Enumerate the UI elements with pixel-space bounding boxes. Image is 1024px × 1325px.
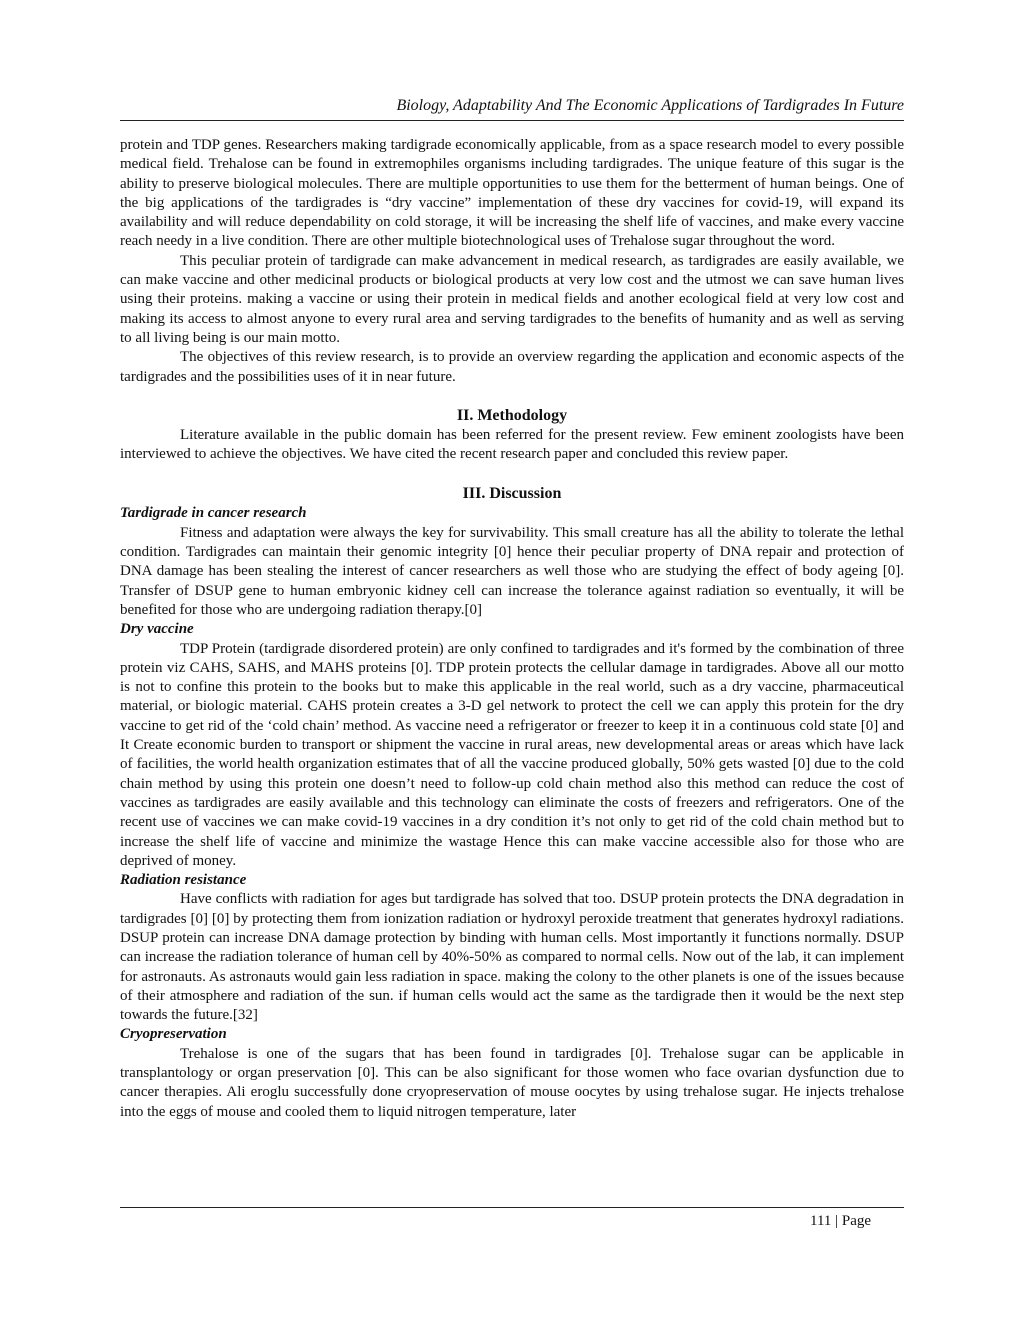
cancer-research-subheading: Tardigrade in cancer research (120, 505, 307, 522)
cryopreservation-subheading: Cryopreservation (120, 1026, 227, 1043)
page-number: 111 | Page (810, 1213, 872, 1229)
cryopreservation-paragraph: Trehalose is one of the sugars that has been found in tardigrades [0]. Trehalose sugar can be applicable in transplantology or organ preservation [0]. This can be also significant for those women who face ovarian dysfunction due to cancer therapies. Ali eroglu successfully done cryopreservation of mouse oocytes by using trehalose sugar. He injects trehalose into the eggs of mouse and cooled them to liquid nitrogen temperature, later (120, 1045, 904, 1120)
running-header: Biology, Adaptability And The Economic Applications of Tardigrades In Future (396, 97, 904, 114)
methodology-paragraph: Literature available in the public domain has been referred for the present review. Few eminent zoologists have been interviewed to achieve the objectives. We have cited the recent research paper and concluded this review paper. (120, 426, 904, 463)
intro-paragraph-1: protein and TDP genes. Researchers making tardigrade economically applicable, from as a space research model to every possible medical field. Trehalose can be found in extremophiles organisms including tardigrades. The unique feature of this sugar is the ability to preserve biological molecules. There are multiple opportunities to use them for the betterment of human beings. One of the big applications of the tardigrades is “dry vaccine” implementation of these dry vaccines for covid-19, will expand its availability and will reduce dependability on cold storage, it will be increasing the shelf life of vaccines, and make every vaccine reach needy in a live condition. There are other multiple biotechnological uses of Trehalose sugar throughout the word. (120, 137, 904, 250)
body-text (120, 136, 904, 1122)
footer-rule (120, 1207, 904, 1208)
header-rule (120, 120, 904, 121)
methodology-heading: II. Methodology (456, 406, 568, 424)
intro-paragraph-2: This peculiar protein of tardigrade can make advancement in medical research, as tardigrades are easily available, we can make vaccine and other medicinal products or biological products at very low cost and the utmost we can save human lives using their proteins. making a vaccine or using their protein in medical fields and another ecological field at very low cost and making its access to almost anyone to every rural area and serving tardigrades to the benefits of humanity and as well as serving to all living being is our main motto. (120, 252, 904, 346)
radiation-resistance-paragraph: Have conflicts with radiation for ages but tardigrade has solved that too. DSUP protein protects the DNA degradation in tardigrades [0] [0] by protecting them from ionization radiation or hydroxyl peroxide treatment that generates hydroxyl radiations. DSUP protein can increase DNA damage protection by binding with human cells. Most importantly it functions normally. DSUP can increase the radiation tolerance of human cell by 40%-50% as compared to normal cells. Now out of the lab, it can implement for astronauts. As astronauts would gain less radiation in space. making the colony to the other planets is one of the issues because of their atmosphere and radiation of the sun. if human cells would act the same as the tardigrade then it would be the next step towards the future.[32] (120, 891, 904, 1024)
dry-vaccine-subheading: Dry vaccine (120, 621, 194, 638)
intro-paragraph-3: The objectives of this review research, is to provide an overview regarding the application and economic aspects of the tardigrades and the possibilities uses of it in near future. (120, 349, 904, 385)
cancer-research-paragraph: Fitness and adaptation were always the key for survivability. This small creature has all the ability to tolerate the lethal condition. Tardigrades can maintain their genomic integrity [0] hence their peculiar property of DNA repair and protection of DNA damage has been stealing the interest of cancer researchers as well those who are studying the effect of body ageing [0]. Transfer of DSUP gene to human embryonic kidney cell can increase the tolerance against radiation so eventually, it will be benefited for those who are undergoing radiation therapy.[0] (120, 524, 904, 618)
dry-vaccine-paragraph: TDP Protein (tardigrade disordered protein) are only confined to tardigrades and it's formed by the combination of three protein viz CAHS, SAHS, and MAHS proteins [0]. TDP protein protects the cellular damage in tardigrades. Above all our motto is not to confine this protein to the books but to make this applicable in the real world, such as a dry vaccine, pharmaceutical material, or biologic material. CAHS protein creates a 3-D gel network to protect the cell we can apply this protein for the dry vaccine to get rid of the ‘cold chain’ method. As vaccine need a refrigerator or freezer to keep it in a continuous cold state [0] and It Create economic burden to transport or shipment the vaccine in rural areas, new developmental areas or areas which have lack of facilities, the world health organization estimates that of all the vaccine produced globally, 50% gets wasted [0] due to the cold chain method by using this protein one doesn’t need to follow-up cold chain method also this method can reduce the cost of vaccines as tardigrades are easily available and this technology can eliminate the costs of freezers and refrigerators. One of the recent use of vaccines we can make covid-19 vaccines in a dry condition it’s not only to get rid of the cold chain method but to increase the shelf life of vaccine and minimize the wastage Hence this can make vaccine accessible also for those who are deprived of money. (120, 640, 904, 869)
discussion-heading: III. Discussion (462, 485, 562, 503)
radiation-resistance-subheading: Radiation resistance (120, 872, 247, 889)
